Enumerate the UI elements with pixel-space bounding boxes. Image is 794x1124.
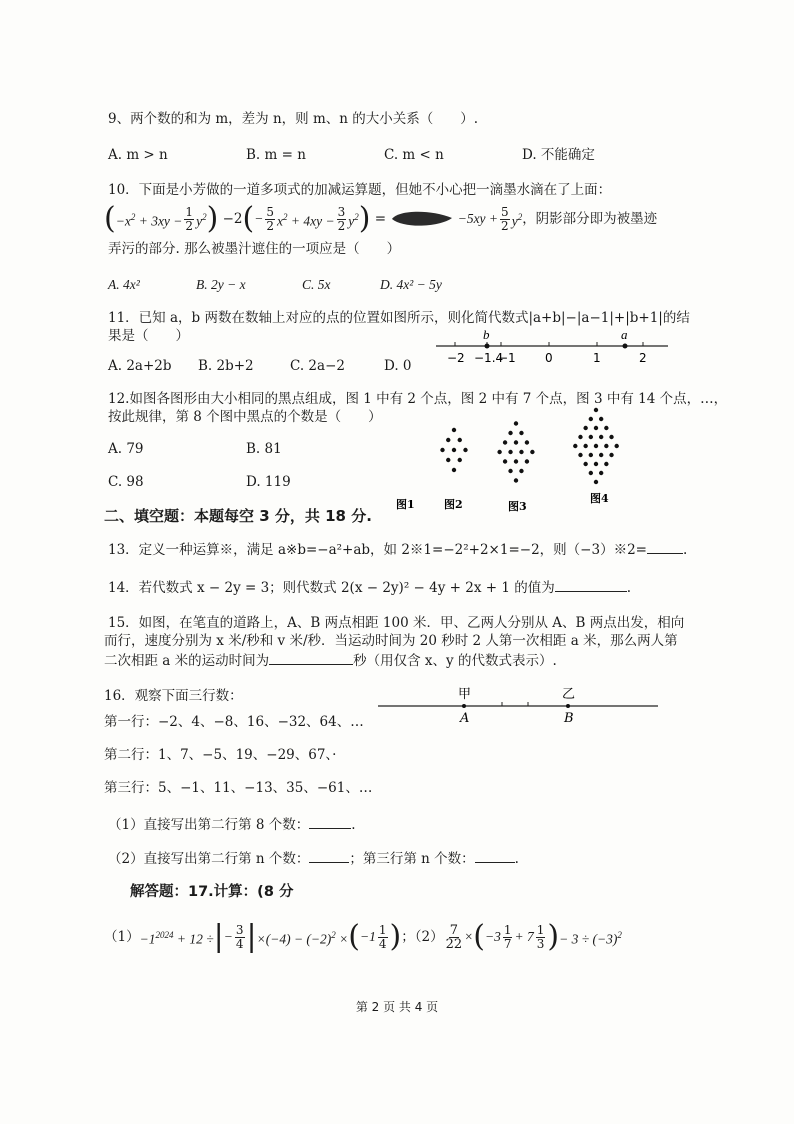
q17-part1-label: （1）	[104, 929, 140, 945]
figure-4-dot	[594, 426, 598, 430]
q11-stem: 11．已知 a，b 两数在数轴上对应的点的位置如图所示，则化简代数式|a+b|−|a−1|+|b+1|的结	[108, 310, 690, 326]
figure-3-dot	[514, 478, 518, 482]
figure-4-dot	[573, 444, 577, 448]
q15-line3	[104, 650, 557, 670]
q16-sub1-blank[interactable]	[309, 814, 351, 829]
q16-sub2-blank-a[interactable]	[309, 848, 349, 863]
point-b-dot	[485, 344, 490, 349]
q10-tail: ，阴影部分即为被墨迹	[522, 211, 658, 227]
q16-sub1-text: （1）直接写出第二行第 8 个数：	[108, 817, 310, 833]
figure-label-1: 图1	[396, 498, 415, 511]
figure-3-dot	[497, 450, 501, 454]
q12-line2: 按此规律，第 8 个图中黑点的个数是（ ）	[108, 409, 382, 425]
figure-2-dot	[452, 468, 456, 472]
figure-2-dot	[452, 448, 456, 452]
figure-4-dot	[583, 444, 587, 448]
point-B-dot	[566, 704, 570, 708]
q13-row: 13．定义一种运算※，满足 a※b=−a²+ab，如 2※1=−2²+2×1=−2，则（−3）※2= .	[108, 539, 687, 559]
q14-row	[108, 577, 631, 597]
figure-label-3: 图3	[508, 500, 527, 513]
q12-option-d: D. 119	[246, 474, 291, 490]
q14-stem: 14．若代数式 x − 2y = 3；则代数式 2(x − 2y)² − 4y + 2x + 1 的值为	[108, 580, 555, 596]
figure-2-dot	[440, 448, 444, 452]
q15-answer-blank[interactable]	[269, 650, 353, 665]
road-diagram	[378, 684, 660, 726]
figure-label-4: 图4	[590, 492, 609, 505]
q15-line1: 15．如图，在笔直的道路上，A、B 两点相距 100 米．甲、乙两人分别从 A、B 两点出发，相向	[108, 615, 685, 631]
q10-option-d: D. 4x² − 5y	[380, 277, 442, 292]
tick-label-neg1.4: −1.4	[474, 351, 504, 365]
q16-sub2-blank-b[interactable]	[475, 848, 515, 863]
q17-expressions: （1） $-1^{2024} + 12$ ÷ | − $\frac{3}{4}$ | $\times(-4) - (-2)^2$ × ( −1 $\frac{1}{4}$ ) ；（2） $\frac{7}{22}$ × ( −3 $\frac{1}{7}$ + 7 $\frac{1}{3}$ ) − $3 \div (-3)^2$	[104, 919, 622, 954]
q9-option-b: B. m = n	[246, 147, 306, 163]
q9-option-d: D. 不能确定	[522, 147, 595, 163]
figure-4-dot	[604, 462, 608, 466]
figure-3-dot	[508, 431, 512, 435]
q16-sub2: （2）直接写出第二行第 n 个数： ；第三行第 n 个数： .	[108, 848, 519, 868]
figure-4-dot	[578, 453, 582, 457]
q11-option-b: B. 2b+2	[198, 358, 254, 374]
figure-4-dot	[594, 480, 598, 484]
q11-option-c: C. 2a−2	[290, 358, 345, 374]
figure-4-dot	[589, 453, 593, 457]
figure-4-dot	[604, 426, 608, 430]
q16-row-1: 第一行：−2、4、−8、16、−32、64、…	[104, 714, 364, 730]
q16-sub1: （1）直接写出第二行第 8 个数： .	[108, 814, 356, 834]
section-2-title: 二、填空题：本题每空 3 分，共 18 分.	[104, 507, 372, 525]
figure-4-dot	[594, 462, 598, 466]
q12-option-b: B. 81	[246, 441, 282, 457]
q15-line3-end: 秒（用仅含 x、y 的代数式表示）.	[353, 653, 557, 669]
q9-option-c: C. m < n	[384, 147, 444, 163]
figure-3-dot	[514, 421, 518, 425]
figure-2-dot	[463, 448, 467, 452]
q11-option-a: A. 2a+2b	[108, 358, 172, 374]
figure-3-dot	[519, 450, 523, 454]
point-A-dot	[462, 704, 466, 708]
figure-4-dot	[594, 444, 598, 448]
q17-title: 解答题：17.计算：(8 分	[130, 884, 294, 900]
label-jia: 甲	[458, 687, 472, 702]
point-a-label: a	[621, 327, 628, 342]
q16-row-3: 第三行：5、−1、11、−13、35、−61、…	[104, 780, 373, 796]
figure-4-dot	[609, 453, 613, 457]
q12-stem: 12.如图各图形由大小相同的黑点组成，图 1 中有 2 个点，图 2 中有 7 个点，图 3 中有 14 个点，…，	[108, 391, 728, 407]
q10-option-b: B. 2y − x	[196, 277, 246, 292]
q16-row-2: 第二行：1、7、−5、19、−29、67、·	[104, 747, 337, 763]
q15-line2: 而行，速度分别为 x 米/秒和 v 米/秒．当运动时间为 20 秒时 2 人第一次相距 a 米，那么两人第	[104, 633, 678, 649]
q9-stem: 9、两个数的和为 m，差为 n，则 m、n 的大小关系（ ）.	[108, 111, 479, 127]
q11-option-d: D. 0	[384, 358, 412, 374]
figure-4-dot	[578, 435, 582, 439]
figure-3-dot	[514, 440, 518, 444]
q12-option-a: A. 79	[108, 441, 144, 457]
q14-answer-blank[interactable]	[555, 577, 627, 592]
q11-line2: 果是（ ）	[108, 328, 189, 344]
figure-4-dot	[599, 471, 603, 475]
figure-3-dot	[508, 469, 512, 473]
tick-label-1: 1	[593, 351, 601, 365]
figure-3-dot	[530, 450, 534, 454]
number-line	[432, 326, 672, 372]
figure-4-dot	[583, 426, 587, 430]
q15-line3-start: 二次相距 a 米的运动时间为	[104, 653, 270, 669]
tick-label-2: 2	[639, 351, 647, 365]
dot-pattern-figures	[396, 410, 660, 520]
q10-option-a: A. 4x²	[108, 277, 140, 292]
q13-answer-blank[interactable]	[647, 539, 683, 554]
q12-option-c: C. 98	[108, 474, 144, 490]
figure-3-dot	[514, 459, 518, 463]
q10-option-c: C. 5x	[302, 277, 331, 292]
figure-4-dot	[599, 417, 603, 421]
tick-label-neg2: −2	[447, 351, 465, 365]
point-a-dot	[623, 344, 628, 349]
q13-stem: 13．定义一种运算※，满足 a※b=−a²+ab，如 2※1=−2²+2×1=−2，则（−3）※2=	[108, 542, 647, 558]
figure-2-dot	[446, 438, 450, 442]
figure-3-dot	[525, 440, 529, 444]
q10-expression: ( $-x^2 + 3xy$ − $\frac{1}{2}$ $y^2$ ) −2 ( − $\frac{5}{2}$ $x^2 + 4xy$ − $\frac{3}{2}$ $y^2$ ) = −5xy + $\frac{5}{2}$ $y^2$ ，阴影部分即为被墨迹	[104, 201, 658, 236]
q16-sub2-text-b: ；第三行第 n 个数：	[349, 851, 475, 867]
figure-4-dot	[609, 435, 613, 439]
q9-option-a: A. m > n	[108, 147, 168, 163]
q10-stem: 10．下面是小芳做的一道多项式的加减运算题，但她不小心把一滴墨水滴在了上面：	[108, 182, 612, 198]
label-A: A	[460, 711, 470, 726]
q17-part2-label: ；（2）	[401, 929, 444, 945]
point-b-label: b	[483, 327, 490, 342]
figure-label-2: 图2	[444, 498, 463, 511]
figure-4-dot	[589, 417, 593, 421]
figure-4-dot	[599, 435, 603, 439]
figure-3-dot	[503, 459, 507, 463]
figure-3-dot	[519, 431, 523, 435]
q10-line2: 弄污的部分. 那么被墨汁遮住的一项应是（ ）	[108, 241, 401, 257]
figure-3-dot	[519, 469, 523, 473]
figure-4-dot	[583, 462, 587, 466]
figure-3-dot	[503, 440, 507, 444]
figure-4-dot	[604, 444, 608, 448]
page-footer: 第 2 页 共 4 页	[355, 1000, 439, 1014]
figure-3-dot	[508, 450, 512, 454]
figure-4-dot	[589, 471, 593, 475]
ink-blot-icon	[390, 209, 454, 229]
figure-2-dot	[458, 438, 462, 442]
figure-2-dot	[458, 458, 462, 462]
figure-4-dot	[615, 444, 619, 448]
tick-label-0: 0	[545, 351, 553, 365]
q16-title: 16．观察下面三行数：	[104, 688, 243, 704]
label-B: B	[564, 711, 574, 726]
figure-2-dot	[452, 428, 456, 432]
dot-figures	[440, 408, 619, 484]
figure-3-dot	[525, 459, 529, 463]
figure-2-dot	[446, 458, 450, 462]
figure-4-dot	[589, 435, 593, 439]
figure-4-dot	[594, 408, 598, 412]
q14-tail: .	[626, 580, 632, 596]
q16-sub2-text-a: （2）直接写出第二行第 n 个数：	[108, 851, 310, 867]
tick-label-neg1: −1	[498, 351, 516, 365]
label-yi: 乙	[562, 687, 576, 702]
figure-4-dot	[599, 453, 603, 457]
